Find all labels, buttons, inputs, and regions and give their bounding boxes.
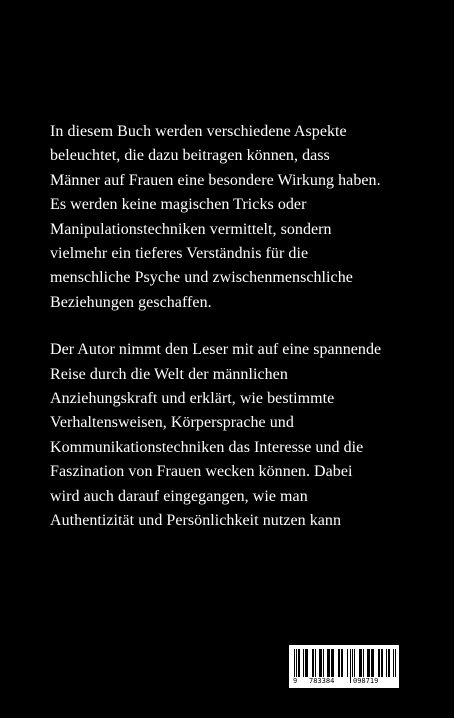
barcode-digits (289, 677, 399, 687)
barcode-bar (319, 649, 322, 677)
isbn-barcode (289, 645, 399, 688)
blurb-text (50, 120, 410, 530)
barcode-right-group: 098719 (353, 677, 379, 685)
barcode-bar (359, 649, 362, 677)
barcode-bar (303, 649, 304, 677)
barcode-bar (331, 649, 334, 677)
barcode-bar (381, 649, 383, 677)
barcode-bar (305, 649, 308, 677)
barcode-bar (395, 649, 396, 677)
barcode-bar (393, 649, 394, 677)
barcode-bar (378, 649, 380, 677)
barcode-bar (367, 649, 370, 677)
blurb-paragraph-1: In diesem Buch werden verschiedene Aspekte beleuchtet, die dazu beitragen können, dass Männer auf Frauen eine besondere Wirkung haben. Es werden keine magischen Tricks oder Manipulationstechniken vermittelt, sondern vielmehr ein tieferes Verständnis für die menschliche Psyche und zwischenmenschliche Beziehungen geschaffen. (50, 123, 381, 311)
barcode-bar (341, 649, 343, 677)
barcode-bar (386, 649, 387, 677)
blurb-paragraph-2: Der Autor nimmt den Leser mit auf eine spannende Reise durch die Welt der männlichen Anziehungskraft und erklärt, wie bestimmte Verhaltensweisen, Körpersprache und Kommunikationstechniken das Interesse und die Faszination von Frauen wecken können. Dabei wird auch darauf eingegangen, wie man Authentizität und Persönlichkeit nutzen kann (50, 341, 382, 530)
barcode-bar (405, 649, 406, 683)
barcode-bar (338, 649, 340, 677)
barcode-bar (371, 649, 374, 677)
barcode-first-digit: 9 (293, 677, 298, 685)
barcode-bar (363, 649, 364, 677)
blurb-paragraph-2-container (50, 338, 410, 530)
barcode-bar (403, 649, 404, 683)
barcode-bar (354, 649, 355, 677)
barcode-bar (388, 649, 390, 677)
barcode-bar (327, 649, 330, 677)
barcode-left-group: 783384 (309, 677, 335, 685)
barcode-bar (323, 649, 324, 677)
barcode-bar (312, 649, 314, 677)
barcode-bar (347, 649, 348, 677)
barcode-bar (315, 649, 316, 677)
barcode-bar (298, 649, 300, 677)
barcode-bar (399, 649, 402, 677)
